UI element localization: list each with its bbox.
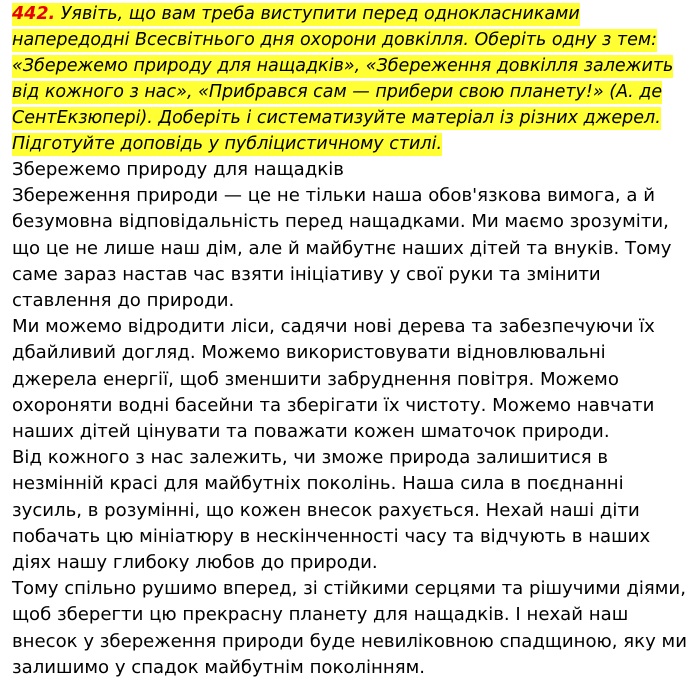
essay-paragraph: Збереження природи — це не тільки наша обов'язкова вимога, а й безумовна відповідальність перед нащадками. Ми маємо зрозуміти, що це не лише наш дім, але й майбутнє наших дітей та внуків. Тому саме зараз настав час взяти ініціативу у свої руки та змінити ставлення до природи. — [12, 185, 672, 312]
task-highlight — [12, 3, 673, 156]
task-text: Уявіть, що вам треба виступити перед однокласниками напередодні Всесвітнього дня охорони довкілля. Оберіть одну з тем: «Збережемо природу для нащадків», «Збереження довкілля залежить від кожного з нас», «Прибрався сам — прибери свою планету!» (А. де СентЕкзюпері). Доберіть і систематизуйте матеріал із різних джерел. Підготуйте доповідь у публіцистичному стилі. — [12, 4, 674, 154]
essay — [12, 157, 692, 681]
essay-paragraph: Тому спільно рушимо вперед, зі стійкими серцями та рішучими діями, щоб зберегти цю прекрасну планету для нащадків. І нехай наш внесок у збереження природи буде невиліковною спадщиною, яку ми залишимо у спадок майбутнім поколінням. — [12, 578, 687, 678]
essay-paragraph: Ми можемо відродити ліси, садячи нові дерева та забезпечуючи їх дбайливий догляд. Можемо використовувати відновлювальні джерела енергії, щоб зменшити забруднення повітря. Можемо охороняти водні басейни та зберігати їх чистоту. Можемо навчати наших дітей цінувати та поважати кожен шматочок природи. — [12, 316, 655, 443]
task-number: 442. — [12, 4, 56, 24]
task-statement — [12, 0, 692, 157]
document-page — [12, 0, 692, 681]
essay-title: Збережемо природу для нащадків — [12, 159, 344, 180]
essay-paragraph: Від кожного з нас залежить, чи зможе природа залишитися в незмінній красі для майбутніх поколінь. Наша сила в поєднанні зусиль, в розумінні, що кожен внесок рахується. Нехай наші діти побачать цю мініатюру в нескінченності часу та відчують в наших діях нашу глибоку любов до природи. — [12, 447, 651, 574]
